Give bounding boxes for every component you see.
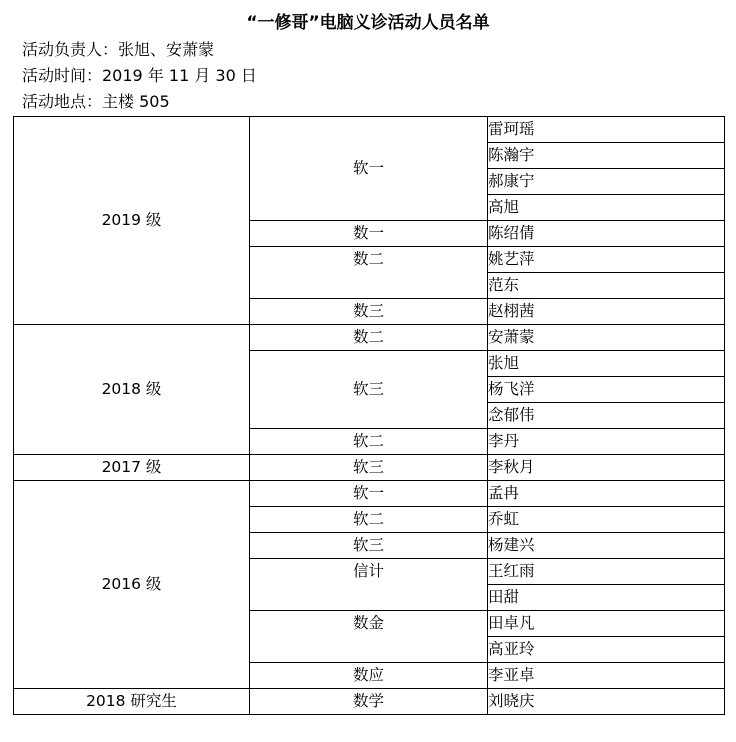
class-cell: 软一 [250, 481, 488, 507]
member-name-cell: 李秋月 [488, 455, 725, 481]
activity-time: 活动时间：2019 年 11 月 30 日 [22, 66, 257, 85]
member-name-cell: 李丹 [488, 429, 725, 455]
member-name-cell: 姚艺萍 [488, 247, 725, 273]
table-row [14, 455, 725, 481]
class-cell: 数三 [250, 299, 488, 325]
class-cell: 信计 [250, 559, 488, 611]
table-row [14, 117, 725, 143]
activity-leader: 活动负责人：张旭、安萧蒙 [22, 40, 215, 59]
member-name-cell: 张旭 [488, 351, 725, 377]
class-cell: 软三 [250, 533, 488, 559]
member-name-cell: 杨飞洋 [488, 377, 725, 403]
class-cell: 软三 [250, 351, 488, 429]
member-name-cell: 王红雨 [488, 559, 725, 585]
member-name-cell: 高旭 [488, 195, 725, 221]
table-row [14, 481, 725, 507]
class-cell: 软二 [250, 429, 488, 455]
member-name-cell: 郝康宁 [488, 169, 725, 195]
member-name-cell: 安萧蒙 [488, 325, 725, 351]
member-name-cell: 乔虹 [488, 507, 725, 533]
member-name-cell: 孟冉 [488, 481, 725, 507]
class-cell: 数应 [250, 663, 488, 689]
table-row [14, 325, 725, 351]
class-cell: 数一 [250, 221, 488, 247]
member-name-cell: 念郁伟 [488, 403, 725, 429]
document-title: “一修哥”电脑义诊活动人员名单 [246, 13, 490, 33]
member-name-cell: 田卓凡 [488, 611, 725, 637]
member-name-cell: 陈绍倩 [488, 221, 725, 247]
grade-cell: 2018 级 [14, 325, 250, 455]
class-cell: 数二 [250, 325, 488, 351]
class-cell: 软三 [250, 455, 488, 481]
class-cell: 软一 [250, 117, 488, 221]
class-cell: 软二 [250, 507, 488, 533]
member-name-cell: 杨建兴 [488, 533, 725, 559]
class-cell: 数金 [250, 611, 488, 663]
activity-place: 活动地点：主楼 505 [22, 92, 170, 111]
member-name-cell: 赵栩茜 [488, 299, 725, 325]
table-row [14, 689, 725, 715]
member-name-cell: 雷珂瑶 [488, 117, 725, 143]
grade-cell: 2017 级 [14, 455, 250, 481]
grade-cell: 2016 级 [14, 481, 250, 689]
member-name-cell: 范东 [488, 273, 725, 299]
member-name-cell: 李亚卓 [488, 663, 725, 689]
grade-cell: 2019 级 [14, 117, 250, 325]
member-name-cell: 刘晓庆 [488, 689, 725, 715]
grade-cell: 2018 研究生 [14, 689, 250, 715]
member-name-cell: 陈瀚宇 [488, 143, 725, 169]
class-cell: 数二 [250, 247, 488, 299]
member-name-cell: 田甜 [488, 585, 725, 611]
member-name-cell: 高亚玲 [488, 637, 725, 663]
class-cell: 数学 [250, 689, 488, 715]
roster-table [13, 116, 725, 715]
